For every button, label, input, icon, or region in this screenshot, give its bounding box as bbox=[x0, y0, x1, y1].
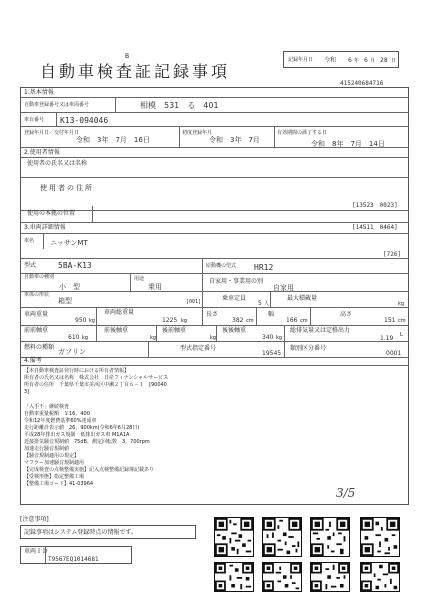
owner-line-4: 3] bbox=[24, 389, 30, 395]
qr-code-1-icon bbox=[214, 517, 254, 557]
detail-line-5: 平成28年排出ガス規制 低排出ガス車 M1A1A bbox=[24, 432, 130, 438]
record-month-unit: 月 bbox=[370, 58, 376, 64]
vehicle-weight-label: 車両重量 bbox=[24, 311, 49, 318]
first-registration-label: 登録年月日／交付年月日 bbox=[24, 130, 80, 136]
length-label: 長さ bbox=[206, 311, 219, 318]
detail-line-11: 【受検形態】指定整備工場 bbox=[24, 474, 85, 480]
designation-number-value: 19545 bbox=[262, 350, 282, 357]
rear-axle-label: 後後軸重 bbox=[222, 327, 247, 334]
rear-axle-value: 340 bbox=[262, 334, 274, 341]
fuel-type-label: 燃料の種類 bbox=[24, 344, 55, 351]
private-business-label: 自家用・事業用の別 bbox=[209, 278, 264, 285]
gross-weight-label: 車両総重量 bbox=[104, 309, 135, 316]
designation-number-label: 型式指定番号 bbox=[180, 345, 217, 352]
page-title: 自動車検査証記録事項 bbox=[40, 62, 231, 81]
owner-line-1: 【本自動車検査証発行時における所有者情報】 bbox=[24, 368, 130, 374]
height-label: 高さ bbox=[340, 311, 353, 318]
width-value: 166 bbox=[286, 317, 298, 324]
rear-front-axle-unit: kg bbox=[210, 335, 217, 341]
vehicle-kind-value: 小 型 bbox=[59, 283, 80, 291]
chassis-number-label: 車台番号 bbox=[24, 117, 45, 123]
vehicle-section-code: [14511 0464] bbox=[352, 224, 398, 231]
gross-weight-unit: kg bbox=[181, 318, 188, 324]
displacement-unit: L bbox=[400, 332, 403, 338]
body-shape-label: 車体の形状 bbox=[24, 292, 50, 298]
detail-line-1: 「入手不」継続検査 bbox=[24, 404, 70, 410]
record-day: 28 bbox=[380, 57, 388, 64]
vehicle-kind-label: 自動車の種別 bbox=[24, 274, 55, 280]
record-year: 6 bbox=[348, 57, 352, 64]
detail-line-9: マフラー加速騒音規制適用 bbox=[24, 460, 85, 466]
detail-line-10: 【完成検査の点検整備実施】記入点検整備記録簿記載あり bbox=[24, 467, 155, 473]
detail-line-6: 近接排気騒音規制値 75dB，測定回転数 3，700rpm bbox=[24, 439, 150, 445]
detail-line-12: 【整備工場コード】41-03964 bbox=[24, 481, 94, 487]
registration-number-value: 相模 531 る 401 bbox=[140, 101, 219, 110]
private-business-value: 自家用 bbox=[273, 284, 294, 292]
detail-line-3: 令和12年度燃費基準60%達成車 bbox=[24, 418, 97, 424]
category-number-label: 類別区分番号 bbox=[290, 345, 327, 352]
caution-text: 記録事項はシステム登録時点の情報です。 bbox=[24, 529, 137, 536]
fuel-type-value: ガソリン bbox=[58, 348, 86, 356]
height-value: 151 bbox=[384, 317, 396, 324]
vehicle-weight-value: 950 bbox=[75, 317, 87, 324]
engine-type-label: 原動機の型式 bbox=[206, 263, 237, 269]
owner-line-3: 所有者の住所 千葉県千葉市美浜区中瀬２丁目６－１ [90040 bbox=[24, 382, 167, 388]
max-load-unit: kg bbox=[398, 301, 405, 307]
qr-code-7-icon bbox=[310, 562, 350, 592]
displacement-value: 1.19 bbox=[380, 335, 394, 342]
capacity-unit: 人 bbox=[264, 301, 270, 307]
document-number: 415240684716 bbox=[340, 80, 384, 87]
record-date-label: 記録年月日 bbox=[288, 57, 314, 63]
qr-code-3-icon bbox=[310, 517, 350, 557]
type-label: 型式 bbox=[24, 262, 37, 269]
gross-weight-value: 1225 bbox=[162, 317, 178, 324]
model-name-label: 車名 bbox=[24, 238, 35, 244]
detail-line-2: 自動車重量税額 ￥16，400 bbox=[24, 411, 90, 417]
page-mark-handwritten: 3/5 bbox=[336, 486, 356, 500]
rear-front-axle-label: 後前軸重 bbox=[162, 327, 187, 334]
type-value: 5BA-K13 bbox=[58, 261, 92, 270]
detail-line-7: 加速走行騒音規制値 bbox=[24, 446, 70, 452]
length-unit: cm bbox=[246, 318, 254, 324]
base-location-label: 使用の本拠の位置 bbox=[27, 210, 76, 217]
max-load-label: 最大積載量 bbox=[287, 295, 318, 302]
front-rear-axle-label: 前後軸重 bbox=[104, 327, 129, 334]
capacity-label: 乗車定員 bbox=[222, 295, 247, 302]
section-vehicle-label: 3.車両詳細情報 bbox=[24, 224, 66, 231]
vehicle-weight-unit: kg bbox=[89, 318, 96, 324]
section-user-label: 2.使用者情報 bbox=[24, 149, 60, 156]
body-shape-code: [001] bbox=[186, 299, 202, 305]
capacity-value: 5 bbox=[258, 300, 262, 307]
record-month: 6 bbox=[364, 57, 368, 64]
chassis-number-value: K13-094046 bbox=[60, 116, 109, 125]
front-axle-label: 前前軸重 bbox=[24, 327, 49, 334]
first-year-value: 令和 3年 7月 bbox=[209, 136, 260, 144]
record-year-unit: 年 bbox=[354, 58, 360, 64]
qr-code-6-icon bbox=[262, 562, 302, 592]
category-number-value: 0001 bbox=[386, 350, 402, 357]
section-notes-label: 4.備考 bbox=[24, 357, 42, 364]
use-label: 用途 bbox=[134, 276, 145, 282]
qr-code-4-icon bbox=[360, 517, 400, 557]
registration-number-label: 自動車登録番号又は車両番号 bbox=[24, 102, 90, 108]
user-name-label: 使用者の氏名又は名称 bbox=[27, 160, 88, 167]
qr-code-5-icon bbox=[214, 562, 254, 592]
document-mark: B bbox=[125, 53, 130, 60]
length-value: 382 bbox=[232, 317, 244, 324]
record-day-unit: 日 bbox=[391, 58, 397, 64]
record-era: 令和 bbox=[324, 57, 337, 64]
width-unit: cm bbox=[300, 318, 308, 324]
model-code-value: [726] bbox=[383, 251, 402, 258]
front-rear-axle-unit: kg bbox=[150, 335, 157, 341]
expiry-value: 令和 8年 7月 14日 bbox=[311, 140, 385, 148]
displacement-label: 総排気量又は定格出力 bbox=[290, 327, 351, 334]
use-value: 乗用 bbox=[148, 283, 162, 291]
height-unit: cm bbox=[398, 318, 406, 324]
front-axle-value: 610 bbox=[68, 334, 80, 341]
detail-line-4: 走行距離計表示値 26，900km(令和6年6月28日) bbox=[24, 425, 140, 431]
rear-axle-unit: kg bbox=[276, 335, 283, 341]
section-basic-label: 1.基本情報 bbox=[24, 89, 54, 96]
body-shape-value: 箱型 bbox=[58, 297, 72, 305]
qr-code-2-icon bbox=[262, 517, 302, 557]
vehicle-id-label: 車両ＩＤ bbox=[24, 548, 49, 555]
engine-type-value: HR12 bbox=[254, 263, 274, 272]
user-address-label: 使用者の住所 bbox=[40, 184, 94, 192]
width-label: 幅 bbox=[268, 311, 275, 318]
owner-line-2: 所有者の氏名又は名称 株式会社 日産フィナンシャルサービス bbox=[24, 375, 169, 381]
caution-box bbox=[20, 525, 196, 539]
caution-label: [注意事項] bbox=[20, 516, 49, 523]
first-registration-value: 令和 3年 7月 16日 bbox=[76, 136, 150, 144]
user-address-code: [13523 0023] bbox=[352, 202, 398, 209]
model-name-value: ニッサンMT bbox=[50, 239, 88, 247]
vehicle-id-value: T9567EQ1014681 bbox=[48, 556, 99, 563]
qr-code-8-icon bbox=[360, 562, 400, 592]
first-year-label: 初度登録年月 bbox=[182, 130, 213, 136]
record-date-box bbox=[283, 51, 399, 68]
front-axle-unit: kg bbox=[82, 335, 89, 341]
expiry-label: 有効期間の満了する日 bbox=[277, 130, 328, 136]
detail-line-8: 【騒音規制適用の規定】 bbox=[24, 453, 80, 459]
vehicle-id-box bbox=[20, 546, 132, 564]
